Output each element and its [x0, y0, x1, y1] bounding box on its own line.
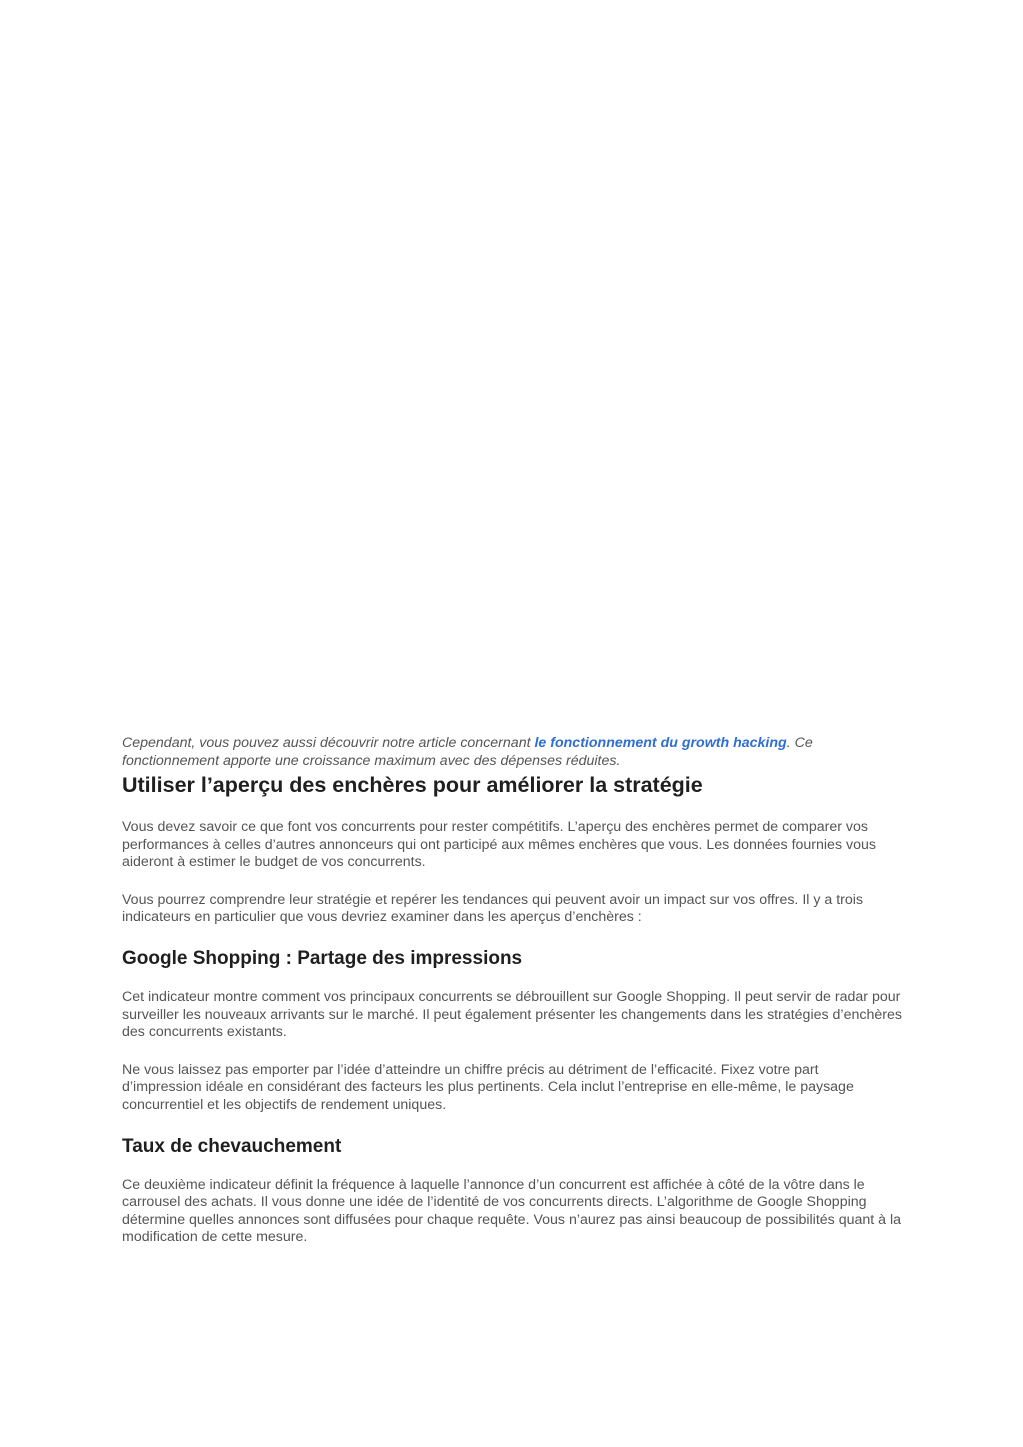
intro-text-after: . Ce fonctionnement apporte une croissance maximum avec des dépenses réduites. [122, 735, 813, 769]
section-heading-auction-insights: Utiliser l’aperçu des enchères pour améliorer la stratégie [122, 773, 703, 797]
article-content [122, 735, 902, 1247]
paragraph-overlap: Ce deuxième indicateur définit la fréquence à laquelle l’annonce d’un concurrent est affichée à côté de la vôtre dans le carrousel des achats. Il vous donne une idée de l’identité de vos concurrents directs. L’algorithme de Google Shopping détermine quelles annonces sont diffusées pour chaque requête. Vous n’aurez pas ainsi beaucoup de possibilités quant à la modification de cette mesure. [122, 1176, 902, 1246]
paragraph-competitors: Vous devez savoir ce que font vos concurrents pour rester compétitifs. L’aperçu des enchères permet de comparer vos performances à celles d’autres annonceurs qui ont participé aux mêmes enchères que vous. Les données fournies vous aideront à estimer le budget de vos concurrents. [122, 819, 876, 871]
section-heading-impression-share: Google Shopping : Partage des impressions [122, 947, 523, 969]
paragraph-efficiency: Ne vous laissez pas emporter par l’idée d’atteindre un chiffre précis au détriment de l’efficacité. Fixez votre part d’impression idéale en considérant des facteurs les plus pertinents. Cela inclut l’entreprise en elle-même, le paysage concurrentiel et les objectifs de rendement uniques. [122, 1061, 854, 1113]
growth-hacking-link[interactable]: le fonctionnement du growth hacking [534, 735, 787, 751]
paragraph-indicator: Cet indicateur montre comment vos principaux concurrents se débrouillent sur Google Shopping. Il peut servir de radar pour surveiller les nouveaux arrivants sur le marché. Il peut également présenter les changements dans les stratégies d’enchères des concurrents existants. [122, 988, 902, 1041]
section-heading-overlap-rate: Taux de chevauchement [122, 1135, 342, 1157]
intro-paragraph [122, 735, 902, 770]
paragraph-strategy: Vous pourrez comprendre leur stratégie et repérer les tendances qui peuvent avoir un impact sur vos offres. Il y a trois indicateurs en particulier que vous devriez examiner dans les aperçus d’enchères : [122, 891, 864, 926]
intro-text-before: Cependant, vous pouvez aussi découvrir notre article concernant [122, 735, 535, 751]
